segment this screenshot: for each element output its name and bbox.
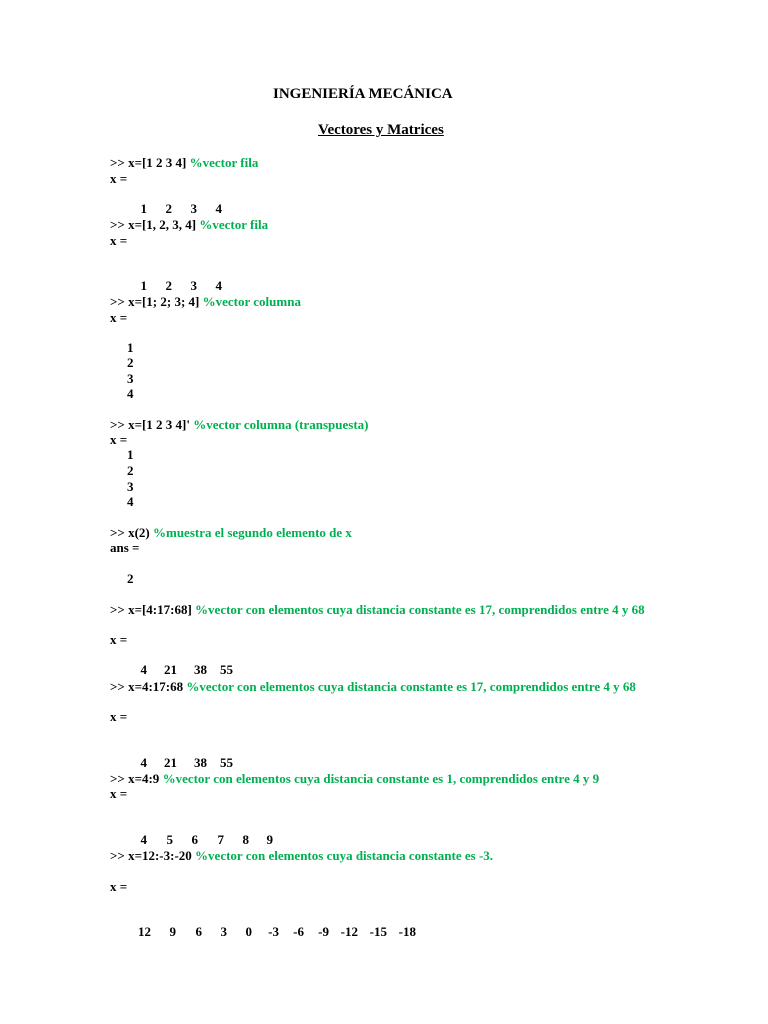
value-cell: -9: [318, 924, 329, 939]
output-label: x =: [110, 632, 128, 647]
command-line: >> x=[1 2 3 4] %vector fila: [110, 155, 259, 170]
value-cell: -15: [369, 924, 387, 939]
command-line: >> x=[4:17:68] %vector con elementos cuya distancia constante es 17, comprendidos entre 4 y 68: [110, 602, 645, 617]
value-cell: 4: [215, 201, 222, 216]
value-cell: 3: [220, 924, 227, 939]
value-cell: -6: [293, 924, 304, 939]
value-cell: 2: [165, 201, 172, 216]
value-cell: 2: [165, 278, 172, 293]
value-cell: 2: [127, 463, 134, 478]
value-cell: 9: [266, 832, 273, 847]
value-cell: 4: [140, 662, 147, 677]
command-line: >> x(2) %muestra el segundo elemento de x: [110, 525, 352, 540]
command-line: >> x=4:17:68 %vector con elementos cuya distancia constante es 17, comprendidos entre 4 y 68: [110, 679, 636, 694]
command-comment: %vector con elementos cuya distancia constante es -3.: [195, 848, 494, 863]
command-comment: %vector con elementos cuya distancia constante es 17, comprendidos entre 4 y 68: [195, 602, 645, 617]
value-cell: -12: [340, 924, 358, 939]
value-cell: 3: [190, 201, 197, 216]
value-cell: 7: [217, 832, 224, 847]
output-label: x =: [110, 786, 128, 801]
value-cell: 12: [138, 924, 151, 939]
command-comment: %vector fila: [189, 155, 259, 170]
value-cell: 1: [140, 278, 147, 293]
value-cell: 4: [140, 755, 147, 770]
command-comment: %muestra el segundo elemento de x: [152, 525, 352, 540]
command-line: >> x=[1; 2; 3; 4] %vector columna: [110, 294, 301, 309]
value-cell: 1: [127, 340, 134, 355]
command-comment: %vector con elementos cuya distancia constante es 1, comprendidos entre 4 y 9: [162, 771, 600, 786]
output-label: x =: [110, 709, 128, 724]
value-cell: 38: [194, 662, 207, 677]
output-label: x =: [110, 432, 128, 447]
value-cell: 4: [215, 278, 222, 293]
value-cell: 3: [127, 371, 134, 386]
command-comment: %vector columna (transpuesta): [193, 417, 369, 432]
value-cell: -3: [268, 924, 279, 939]
output-label: x =: [110, 171, 128, 186]
value-cell: 38: [194, 755, 207, 770]
output-values: [110, 909, 416, 954]
output-label: x =: [110, 233, 128, 248]
value-cell: 5: [166, 832, 173, 847]
document-title: INGENIERÍA MECÁNICA: [273, 86, 453, 102]
value-cell: -18: [398, 924, 416, 939]
value-cell: 3: [127, 479, 134, 494]
command-line: >> x=[1 2 3 4]' %vector columna (transpuesta): [110, 417, 369, 432]
value-cell: 55: [220, 662, 233, 677]
output-label: x =: [110, 310, 128, 325]
command-line: >> x=4:9 %vector con elementos cuya distancia constante es 1, comprendidos entre 4 y 9: [110, 771, 600, 786]
command-comment: %vector columna: [202, 294, 301, 309]
value-cell: 2: [127, 355, 134, 370]
value-cell: 1: [127, 447, 134, 462]
command-comment: %vector fila: [199, 217, 269, 232]
output-label: x =: [110, 879, 128, 894]
output-label: ans =: [110, 540, 140, 555]
value-cell: 8: [242, 832, 249, 847]
command-comment: %vector con elementos cuya distancia constante es 17, comprendidos entre 4 y 68: [186, 679, 636, 694]
value-cell: 4: [127, 386, 134, 401]
value-cell: 21: [164, 755, 177, 770]
value-cell: 0: [245, 924, 252, 939]
command-line: >> x=[1, 2, 3, 4] %vector fila: [110, 217, 269, 232]
value-cell: 2: [127, 571, 134, 586]
value-cell: 6: [195, 924, 202, 939]
value-cell: 4: [127, 494, 134, 509]
value-cell: 1: [140, 201, 147, 216]
value-cell: 9: [169, 924, 176, 939]
command-line: >> x=12:-3:-20 %vector con elementos cuya distancia constante es -3.: [110, 848, 494, 863]
document-subtitle: Vectores y Matrices: [318, 122, 444, 138]
value-cell: 21: [164, 662, 177, 677]
value-cell: 3: [190, 278, 197, 293]
value-cell: 55: [220, 755, 233, 770]
value-cell: 6: [191, 832, 198, 847]
value-cell: 4: [140, 832, 147, 847]
